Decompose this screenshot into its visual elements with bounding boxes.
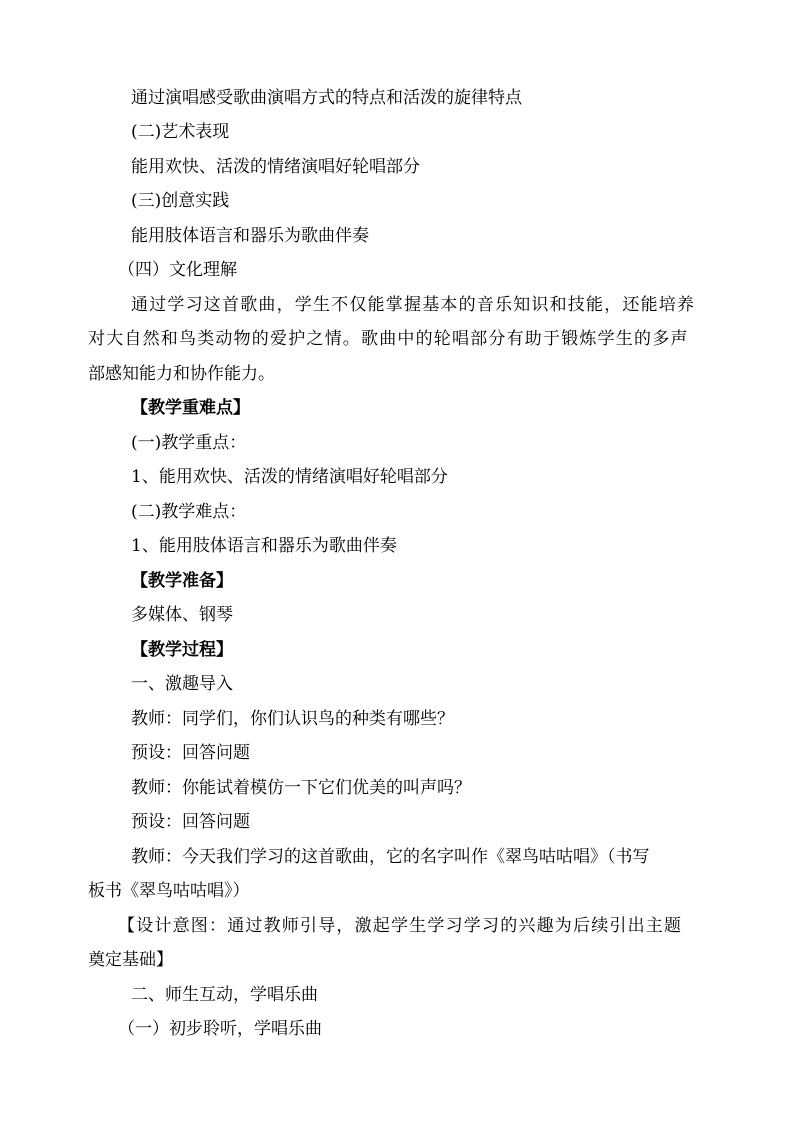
text-line: 教师：你能试着模仿一下它们优美的叫声吗？ bbox=[131, 778, 471, 798]
text-line: 多媒体、钢琴 bbox=[131, 605, 233, 625]
section-heading: (一)教学重点： bbox=[131, 433, 247, 453]
section-heading: （一）初步聆听，学唱乐曲 bbox=[118, 1019, 322, 1039]
section-heading: 二、师生互动，学唱乐曲 bbox=[131, 985, 318, 1005]
text-line: 能用肢体语言和器乐为歌曲伴奏 bbox=[131, 226, 369, 246]
text-line: 1、能用欢快、活泼的情绪演唱好轮唱部分 bbox=[131, 467, 448, 487]
paragraph-line: 部感知能力和协作能力。 bbox=[88, 364, 275, 384]
design-note-line: 奠定基础】 bbox=[88, 950, 173, 970]
text-line: 教师：同学们，你们认识鸟的种类有哪些？ bbox=[131, 709, 454, 729]
section-heading: 一、激趣导入 bbox=[131, 674, 233, 694]
paragraph-line: 教师：今天我们学习的这首歌曲，它的名字叫作《翠鸟咕咕唱》（书写 bbox=[131, 847, 650, 867]
paragraph-line: 对大自然和鸟类动物的爱护之情。歌曲中的轮唱部分有助于锻炼学生的多声 bbox=[88, 329, 689, 349]
paragraph-line: 板书《翠鸟咕咕唱》） bbox=[88, 881, 250, 901]
text-line: 预设：回答问题 bbox=[131, 743, 250, 763]
bold-heading: 【教学准备】 bbox=[131, 571, 233, 591]
design-note-line: 【设计意图：通过教师引导，激起学生学习学习的兴趣为后续引出主题 bbox=[118, 916, 683, 936]
section-heading: (二)教学难点： bbox=[131, 502, 247, 522]
paragraph-line: 通过学习这首歌曲，学生不仅能掌握基本的音乐知识和技能，还能培养 bbox=[131, 295, 696, 315]
bold-heading: 【教学重难点】 bbox=[131, 398, 250, 418]
section-heading: (三)创意实践 bbox=[131, 191, 230, 211]
text-line: 通过演唱感受歌曲演唱方式的特点和活泼的旋律特点 bbox=[131, 88, 522, 108]
bold-heading: 【教学过程】 bbox=[131, 640, 233, 660]
text-line: 能用欢快、活泼的情绪演唱好轮唱部分 bbox=[131, 157, 420, 177]
text-line: 1、能用肢体语言和器乐为歌曲伴奏 bbox=[131, 536, 397, 556]
section-heading: （四）文化理解 bbox=[118, 260, 237, 280]
section-heading: (二)艺术表现 bbox=[131, 122, 230, 142]
text-line: 预设：回答问题 bbox=[131, 812, 250, 832]
